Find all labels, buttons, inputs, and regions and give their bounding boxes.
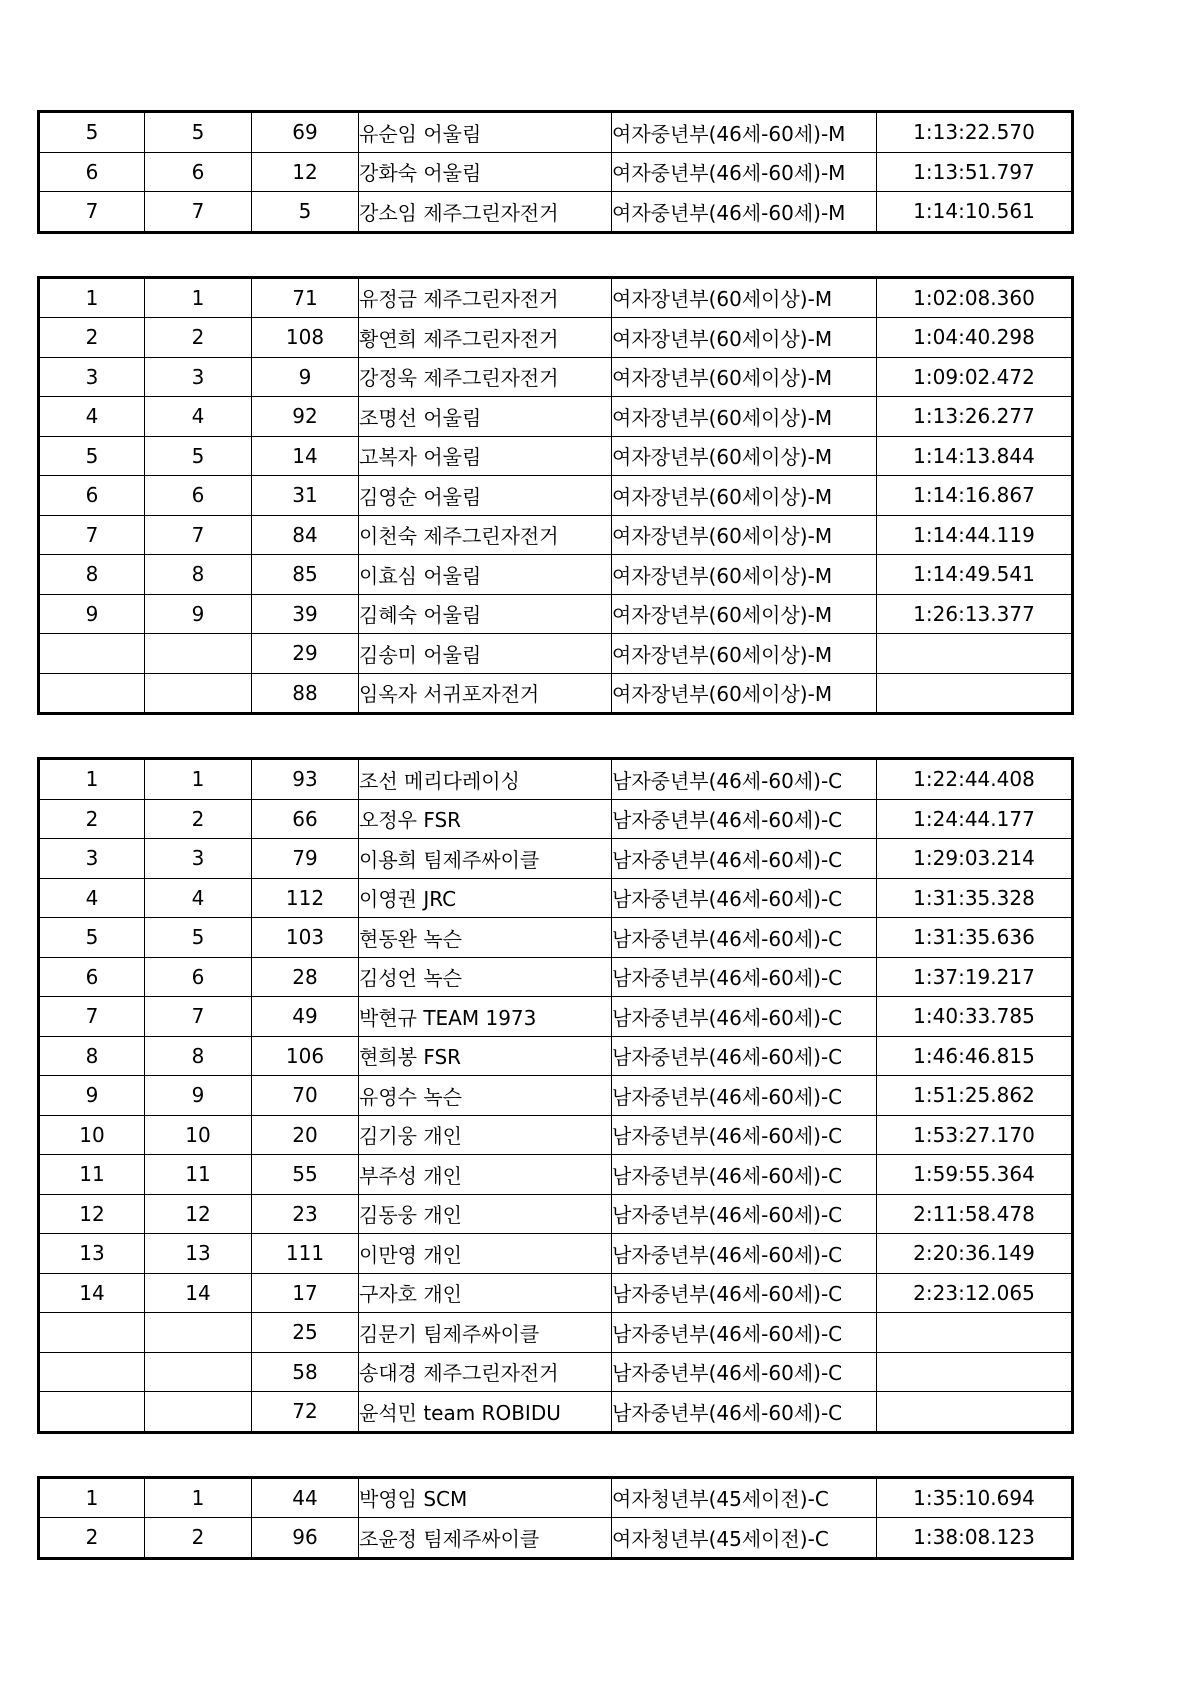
rank-cell: 13 (39, 1234, 145, 1274)
finish-time-cell: 1:13:51.797 (877, 152, 1073, 192)
rank-cell: 2 (39, 1518, 145, 1559)
finish-time-cell: 2:20:36.149 (877, 1234, 1073, 1274)
results-sheet (37, 110, 1071, 1560)
bib-number-cell: 66 (252, 799, 359, 839)
category-cell: 여자장년부(60세이상)-M (612, 397, 877, 437)
rider-name-team-cell: 김문기 팀제주싸이클 (359, 1313, 612, 1353)
finish-time-cell: 1:37:19.217 (877, 957, 1073, 997)
rider-name-team-cell: 이영권 JRC (359, 878, 612, 918)
category-cell: 남자중년부(46세-60세)-C (612, 1234, 877, 1274)
category-cell: 여자중년부(46세-60세)-M (612, 112, 877, 153)
table-row (39, 1392, 1073, 1433)
table-row (39, 1155, 1073, 1195)
category-cell: 여자장년부(60세이상)-M (612, 476, 877, 516)
rank-cell: 5 (39, 918, 145, 958)
rank-cell: 3 (39, 839, 145, 879)
category-rank-cell: 1 (145, 277, 252, 318)
rank-cell: 7 (39, 515, 145, 555)
rank-cell: 4 (39, 397, 145, 437)
finish-time-cell: 1:14:10.561 (877, 192, 1073, 233)
category-cell: 여자중년부(46세-60세)-M (612, 192, 877, 233)
table-row (39, 555, 1073, 595)
category-rank-cell: 6 (145, 957, 252, 997)
table-row (39, 112, 1073, 153)
rider-name-team-cell: 강정욱 제주그린자전거 (359, 357, 612, 397)
finish-time-cell: 1:02:08.360 (877, 277, 1073, 318)
bib-number-cell: 17 (252, 1273, 359, 1313)
category-cell: 남자중년부(46세-60세)-C (612, 957, 877, 997)
category-rank-cell: 8 (145, 1036, 252, 1076)
bib-number-cell: 112 (252, 878, 359, 918)
category-rank-cell (145, 634, 252, 674)
table-row (39, 1518, 1073, 1559)
table-row (39, 1115, 1073, 1155)
table-row (39, 997, 1073, 1037)
rider-name-team-cell: 김송미 어울림 (359, 634, 612, 674)
finish-time-cell: 1:09:02.472 (877, 357, 1073, 397)
bib-number-cell: 55 (252, 1155, 359, 1195)
category-cell: 여자청년부(45세이전)-C (612, 1477, 877, 1518)
finish-time-cell: 1:04:40.298 (877, 318, 1073, 358)
bib-number-cell: 103 (252, 918, 359, 958)
table-row (39, 192, 1073, 233)
table-row (39, 957, 1073, 997)
rank-cell (39, 1352, 145, 1392)
rank-cell: 9 (39, 1076, 145, 1116)
category-cell: 남자중년부(46세-60세)-C (612, 1392, 877, 1433)
rider-name-team-cell: 구자호 개인 (359, 1273, 612, 1313)
rank-cell: 8 (39, 1036, 145, 1076)
category-rank-cell: 2 (145, 1518, 252, 1559)
table-row (39, 1076, 1073, 1116)
category-rank-cell: 8 (145, 555, 252, 595)
rider-name-team-cell: 김동웅 개인 (359, 1194, 612, 1234)
bib-number-cell: 92 (252, 397, 359, 437)
category-cell: 남자중년부(46세-60세)-C (612, 1313, 877, 1353)
section-gap (37, 234, 1071, 276)
rider-name-team-cell: 이효심 어울림 (359, 555, 612, 595)
category-cell: 남자중년부(46세-60세)-C (612, 799, 877, 839)
table-row (39, 673, 1073, 714)
bib-number-cell: 96 (252, 1518, 359, 1559)
category-cell: 남자중년부(46세-60세)-C (612, 1273, 877, 1313)
table-row (39, 759, 1073, 800)
category-rank-cell: 7 (145, 515, 252, 555)
rank-cell: 12 (39, 1194, 145, 1234)
table-row (39, 1036, 1073, 1076)
category-cell: 여자장년부(60세이상)-M (612, 634, 877, 674)
bib-number-cell: 12 (252, 152, 359, 192)
bib-number-cell: 31 (252, 476, 359, 516)
rank-cell: 10 (39, 1115, 145, 1155)
rank-cell: 7 (39, 192, 145, 233)
category-cell: 남자중년부(46세-60세)-C (612, 759, 877, 800)
rank-cell: 2 (39, 799, 145, 839)
category-cell: 여자장년부(60세이상)-M (612, 318, 877, 358)
results-table-women-middle-m (37, 110, 1074, 234)
finish-time-cell: 2:23:12.065 (877, 1273, 1073, 1313)
rider-name-team-cell: 유영수 녹슨 (359, 1076, 612, 1116)
table-row (39, 277, 1073, 318)
rider-name-team-cell: 유정금 제주그린자전거 (359, 277, 612, 318)
bib-number-cell: 5 (252, 192, 359, 233)
rank-cell: 3 (39, 357, 145, 397)
finish-time-cell: 1:22:44.408 (877, 759, 1073, 800)
category-cell: 남자중년부(46세-60세)-C (612, 1115, 877, 1155)
table-row (39, 799, 1073, 839)
rank-cell (39, 673, 145, 714)
category-rank-cell (145, 1352, 252, 1392)
rank-cell: 6 (39, 957, 145, 997)
category-rank-cell: 12 (145, 1194, 252, 1234)
table-row (39, 839, 1073, 879)
bib-number-cell: 9 (252, 357, 359, 397)
rank-cell: 2 (39, 318, 145, 358)
category-rank-cell: 5 (145, 918, 252, 958)
rank-cell: 7 (39, 997, 145, 1037)
rank-cell: 5 (39, 112, 145, 153)
finish-time-cell: 1:14:16.867 (877, 476, 1073, 516)
category-cell: 남자중년부(46세-60세)-C (612, 918, 877, 958)
finish-time-cell: 1:59:55.364 (877, 1155, 1073, 1195)
rank-cell (39, 1313, 145, 1353)
category-rank-cell: 11 (145, 1155, 252, 1195)
rider-name-team-cell: 조명선 어울림 (359, 397, 612, 437)
rider-name-team-cell: 김혜숙 어울림 (359, 594, 612, 634)
table-row (39, 1234, 1073, 1274)
rider-name-team-cell: 김기웅 개인 (359, 1115, 612, 1155)
category-cell: 여자장년부(60세이상)-M (612, 436, 877, 476)
rider-name-team-cell: 오정우 FSR (359, 799, 612, 839)
finish-time-cell: 1:13:22.570 (877, 112, 1073, 153)
table-row (39, 515, 1073, 555)
finish-time-cell: 1:31:35.328 (877, 878, 1073, 918)
category-rank-cell: 6 (145, 152, 252, 192)
table-row (39, 397, 1073, 437)
category-rank-cell: 14 (145, 1273, 252, 1313)
rank-cell: 11 (39, 1155, 145, 1195)
category-cell: 남자중년부(46세-60세)-C (612, 878, 877, 918)
bib-number-cell: 14 (252, 436, 359, 476)
table-row (39, 1194, 1073, 1234)
bib-number-cell: 49 (252, 997, 359, 1037)
bib-number-cell: 25 (252, 1313, 359, 1353)
rider-name-team-cell: 박영임 SCM (359, 1477, 612, 1518)
finish-time-cell (877, 634, 1073, 674)
bib-number-cell: 44 (252, 1477, 359, 1518)
bib-number-cell: 70 (252, 1076, 359, 1116)
rider-name-team-cell: 송대경 제주그린자전거 (359, 1352, 612, 1392)
category-rank-cell: 6 (145, 476, 252, 516)
category-cell: 남자중년부(46세-60세)-C (612, 997, 877, 1037)
bib-number-cell: 106 (252, 1036, 359, 1076)
table-row (39, 878, 1073, 918)
finish-time-cell (877, 673, 1073, 714)
bib-number-cell: 28 (252, 957, 359, 997)
category-rank-cell: 1 (145, 1477, 252, 1518)
category-cell: 여자청년부(45세이전)-C (612, 1518, 877, 1559)
category-cell: 여자장년부(60세이상)-M (612, 555, 877, 595)
rank-cell: 4 (39, 878, 145, 918)
rank-cell: 14 (39, 1273, 145, 1313)
rank-cell (39, 1392, 145, 1433)
table-row (39, 918, 1073, 958)
bib-number-cell: 29 (252, 634, 359, 674)
table-row (39, 476, 1073, 516)
finish-time-cell: 1:40:33.785 (877, 997, 1073, 1037)
rider-name-team-cell: 고복자 어울림 (359, 436, 612, 476)
category-cell: 남자중년부(46세-60세)-C (612, 1155, 877, 1195)
results-table-women-senior-m (37, 276, 1074, 716)
category-rank-cell: 3 (145, 357, 252, 397)
category-cell: 여자장년부(60세이상)-M (612, 515, 877, 555)
table-row (39, 318, 1073, 358)
section-gap (37, 1434, 1071, 1476)
table-row (39, 1313, 1073, 1353)
bib-number-cell: 79 (252, 839, 359, 879)
category-rank-cell: 7 (145, 192, 252, 233)
bib-number-cell: 71 (252, 277, 359, 318)
category-rank-cell (145, 1313, 252, 1353)
category-rank-cell: 2 (145, 799, 252, 839)
finish-time-cell: 1:14:49.541 (877, 555, 1073, 595)
rider-name-team-cell: 윤석민 team ROBIDU (359, 1392, 612, 1433)
category-rank-cell: 9 (145, 594, 252, 634)
finish-time-cell: 1:26:13.377 (877, 594, 1073, 634)
bib-number-cell: 111 (252, 1234, 359, 1274)
category-rank-cell: 3 (145, 839, 252, 879)
finish-time-cell: 1:53:27.170 (877, 1115, 1073, 1155)
rank-cell: 6 (39, 476, 145, 516)
rank-cell (39, 634, 145, 674)
rank-cell: 1 (39, 277, 145, 318)
rider-name-team-cell: 임옥자 서귀포자전거 (359, 673, 612, 714)
finish-time-cell: 1:29:03.214 (877, 839, 1073, 879)
category-cell: 여자장년부(60세이상)-M (612, 594, 877, 634)
rank-cell: 8 (39, 555, 145, 595)
rank-cell: 9 (39, 594, 145, 634)
rider-name-team-cell: 강화숙 어울림 (359, 152, 612, 192)
rider-name-team-cell: 현동완 녹슨 (359, 918, 612, 958)
rider-name-team-cell: 박현규 TEAM 1973 (359, 997, 612, 1037)
category-rank-cell: 13 (145, 1234, 252, 1274)
table-row (39, 152, 1073, 192)
category-rank-cell: 4 (145, 397, 252, 437)
bib-number-cell: 69 (252, 112, 359, 153)
category-cell: 남자중년부(46세-60세)-C (612, 1036, 877, 1076)
rider-name-team-cell: 김성언 녹슨 (359, 957, 612, 997)
bib-number-cell: 85 (252, 555, 359, 595)
finish-time-cell: 1:24:44.177 (877, 799, 1073, 839)
results-table-men-middle-c (37, 757, 1074, 1434)
category-cell: 남자중년부(46세-60세)-C (612, 839, 877, 879)
rider-name-team-cell: 강소임 제주그린자전거 (359, 192, 612, 233)
table-row (39, 357, 1073, 397)
finish-time-cell (877, 1352, 1073, 1392)
finish-time-cell: 1:35:10.694 (877, 1477, 1073, 1518)
category-rank-cell: 9 (145, 1076, 252, 1116)
rider-name-team-cell: 황연희 제주그린자전거 (359, 318, 612, 358)
rider-name-team-cell: 이천숙 제주그린자전거 (359, 515, 612, 555)
category-cell: 여자장년부(60세이상)-M (612, 357, 877, 397)
section-gap (37, 715, 1071, 757)
table-row (39, 436, 1073, 476)
finish-time-cell (877, 1392, 1073, 1433)
bib-number-cell: 93 (252, 759, 359, 800)
table-row (39, 1477, 1073, 1518)
category-rank-cell: 5 (145, 436, 252, 476)
category-cell: 남자중년부(46세-60세)-C (612, 1352, 877, 1392)
rider-name-team-cell: 유순임 어울림 (359, 112, 612, 153)
rider-name-team-cell: 김영순 어울림 (359, 476, 612, 516)
bib-number-cell: 58 (252, 1352, 359, 1392)
rider-name-team-cell: 조선 메리다레이싱 (359, 759, 612, 800)
results-table-women-youth-c (37, 1476, 1074, 1560)
category-rank-cell (145, 1392, 252, 1433)
category-cell: 여자장년부(60세이상)-M (612, 673, 877, 714)
category-rank-cell: 7 (145, 997, 252, 1037)
rider-name-team-cell: 이용희 팀제주싸이클 (359, 839, 612, 879)
finish-time-cell: 1:46:46.815 (877, 1036, 1073, 1076)
rider-name-team-cell: 조윤정 팀제주싸이클 (359, 1518, 612, 1559)
bib-number-cell: 39 (252, 594, 359, 634)
category-cell: 여자장년부(60세이상)-M (612, 277, 877, 318)
finish-time-cell: 1:14:44.119 (877, 515, 1073, 555)
table-row (39, 1352, 1073, 1392)
category-rank-cell (145, 673, 252, 714)
category-rank-cell: 2 (145, 318, 252, 358)
category-rank-cell: 10 (145, 1115, 252, 1155)
rider-name-team-cell: 부주성 개인 (359, 1155, 612, 1195)
finish-time-cell: 1:38:08.123 (877, 1518, 1073, 1559)
table-row (39, 1273, 1073, 1313)
rank-cell: 6 (39, 152, 145, 192)
rider-name-team-cell: 이만영 개인 (359, 1234, 612, 1274)
bib-number-cell: 72 (252, 1392, 359, 1433)
finish-time-cell (877, 1313, 1073, 1353)
finish-time-cell: 1:13:26.277 (877, 397, 1073, 437)
table-row (39, 594, 1073, 634)
category-rank-cell: 5 (145, 112, 252, 153)
rank-cell: 1 (39, 1477, 145, 1518)
category-rank-cell: 1 (145, 759, 252, 800)
rank-cell: 1 (39, 759, 145, 800)
rank-cell: 5 (39, 436, 145, 476)
finish-time-cell: 1:51:25.862 (877, 1076, 1073, 1116)
finish-time-cell: 1:14:13.844 (877, 436, 1073, 476)
category-cell: 남자중년부(46세-60세)-C (612, 1194, 877, 1234)
category-cell: 남자중년부(46세-60세)-C (612, 1076, 877, 1116)
category-cell: 여자중년부(46세-60세)-M (612, 152, 877, 192)
category-rank-cell: 4 (145, 878, 252, 918)
finish-time-cell: 2:11:58.478 (877, 1194, 1073, 1234)
rider-name-team-cell: 현희봉 FSR (359, 1036, 612, 1076)
bib-number-cell: 23 (252, 1194, 359, 1234)
finish-time-cell: 1:31:35.636 (877, 918, 1073, 958)
table-row (39, 634, 1073, 674)
bib-number-cell: 20 (252, 1115, 359, 1155)
bib-number-cell: 108 (252, 318, 359, 358)
bib-number-cell: 88 (252, 673, 359, 714)
bib-number-cell: 84 (252, 515, 359, 555)
